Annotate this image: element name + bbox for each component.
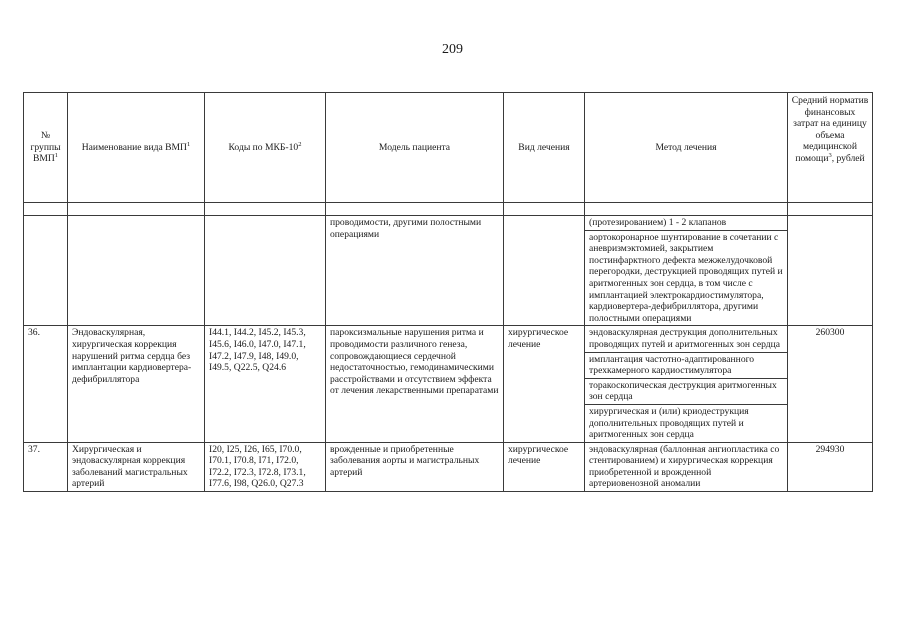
header-treatment-type: Вид лечения [504, 93, 585, 203]
header-cost-norm-suffix: , рублей [831, 152, 865, 164]
treatment-type: хирургическое лечение [504, 442, 585, 491]
footnote-mark: 3 [828, 151, 832, 159]
group-number [24, 216, 68, 326]
treatment-method: имплантация частотно-адаптированного трехкамерного кардиостимулятора [585, 352, 788, 378]
treatment-method: хирургическая и (или) криодеструкция дополнительных проводящих путей и аритмогенных зон сердца [585, 404, 788, 442]
patient-model: проводимости, другими полостными операциями [326, 216, 504, 326]
icd-codes: I20, I25, I26, I65, I70.0, I70.1, I70.8, I71, I72.0, I72.2, I72.3, I72.8, I73.1, I77.6, I98, Q26.0, Q27.3 [205, 442, 326, 491]
header-patient-model: Модель пациента [326, 93, 504, 203]
vmp-table [23, 92, 873, 492]
patient-model: пароксизмальные нарушения ритма и проводимости различного генеза, сопровождающиеся сердечной недостаточностью, гемодинамическими расстройствами и отсутствием эффекта от лечения лекарственными препаратами [326, 326, 504, 442]
header-icd-codes [205, 93, 326, 203]
treatment-method: эндоваскулярная (баллонная ангиопластика со стентированием) и хирургическая коррекция приобретенной и врожденной артериовенозной аномалии [585, 442, 788, 491]
header-group-number-text: № группы ВМП [30, 130, 61, 165]
cost-norm: 260300 [788, 326, 873, 442]
spacer-cell [205, 203, 326, 216]
treatment-type: хирургическое лечение [504, 326, 585, 442]
treatment-method: эндоваскулярная деструкция дополнительных проводящих путей и аритмогенных зон сердца [585, 326, 788, 352]
header-cost-norm-text: Средний норматив финансовых затрат на единицу объема медицинской помощи [791, 95, 869, 164]
vmp-name: Эндоваскулярная, хирургическая коррекция нарушений ритма сердца без имплантации кардиовертера-дефибриллятора [68, 326, 205, 442]
spacer-row [24, 203, 873, 216]
header-treatment-method: Метод лечения [585, 93, 788, 203]
treatment-method: торакоскопическая деструкция аритмогенных зон сердца [585, 378, 788, 404]
spacer-cell [24, 203, 68, 216]
footnote-mark: 1 [54, 152, 59, 160]
table-row [24, 216, 873, 231]
header-vmp-name [68, 93, 205, 203]
spacer-cell [68, 203, 205, 216]
page-number: 209 [442, 42, 463, 57]
header-vmp-name-text: Наименование вида ВМП [81, 141, 187, 153]
vmp-name [68, 216, 205, 326]
table-row [24, 442, 873, 491]
icd-codes: I44.1, I44.2, I45.2, I45.3, I45.6, I46.0, I47.0, I47.1, I47.2, I47.9, I48, I49.0, I49.5, Q22.5, Q24.6 [205, 326, 326, 442]
patient-model: врожденные и приобретенные заболевания аорты и магистральных артерий [326, 442, 504, 491]
footnote-mark: 1 [186, 140, 191, 148]
cost-norm [788, 216, 873, 326]
spacer-cell [585, 203, 788, 216]
table-header-row [24, 93, 873, 203]
treatment-method: (протезированием) 1 - 2 клапанов [585, 216, 788, 231]
header-group-number [24, 93, 68, 203]
spacer-cell [504, 203, 585, 216]
icd-codes [205, 216, 326, 326]
treatment-method: аортокоронарное шунтирование в сочетании с аневризмэктомией, закрытием постинфарктного дефекта межжелудочковой перегородки, деструкцией проводящих путей и аритмогенных зон сердца, в том числе с имплантацией электрокардиостимулятора, кардиовертера-дефибриллятора, другими полостными операциями [585, 230, 788, 326]
table-row [24, 326, 873, 352]
cost-norm: 294930 [788, 442, 873, 491]
vmp-name: Хирургическая и эндоваскулярная коррекция заболеваний магистральных артерий [68, 442, 205, 491]
header-icd-codes-text: Коды по МКБ-10 [228, 141, 299, 153]
spacer-cell [326, 203, 504, 216]
group-number: 36. [24, 326, 68, 442]
footnote-mark: 2 [298, 140, 302, 148]
group-number: 37. [24, 442, 68, 491]
spacer-cell [788, 203, 873, 216]
header-cost-norm [788, 93, 873, 203]
treatment-type [504, 216, 585, 326]
